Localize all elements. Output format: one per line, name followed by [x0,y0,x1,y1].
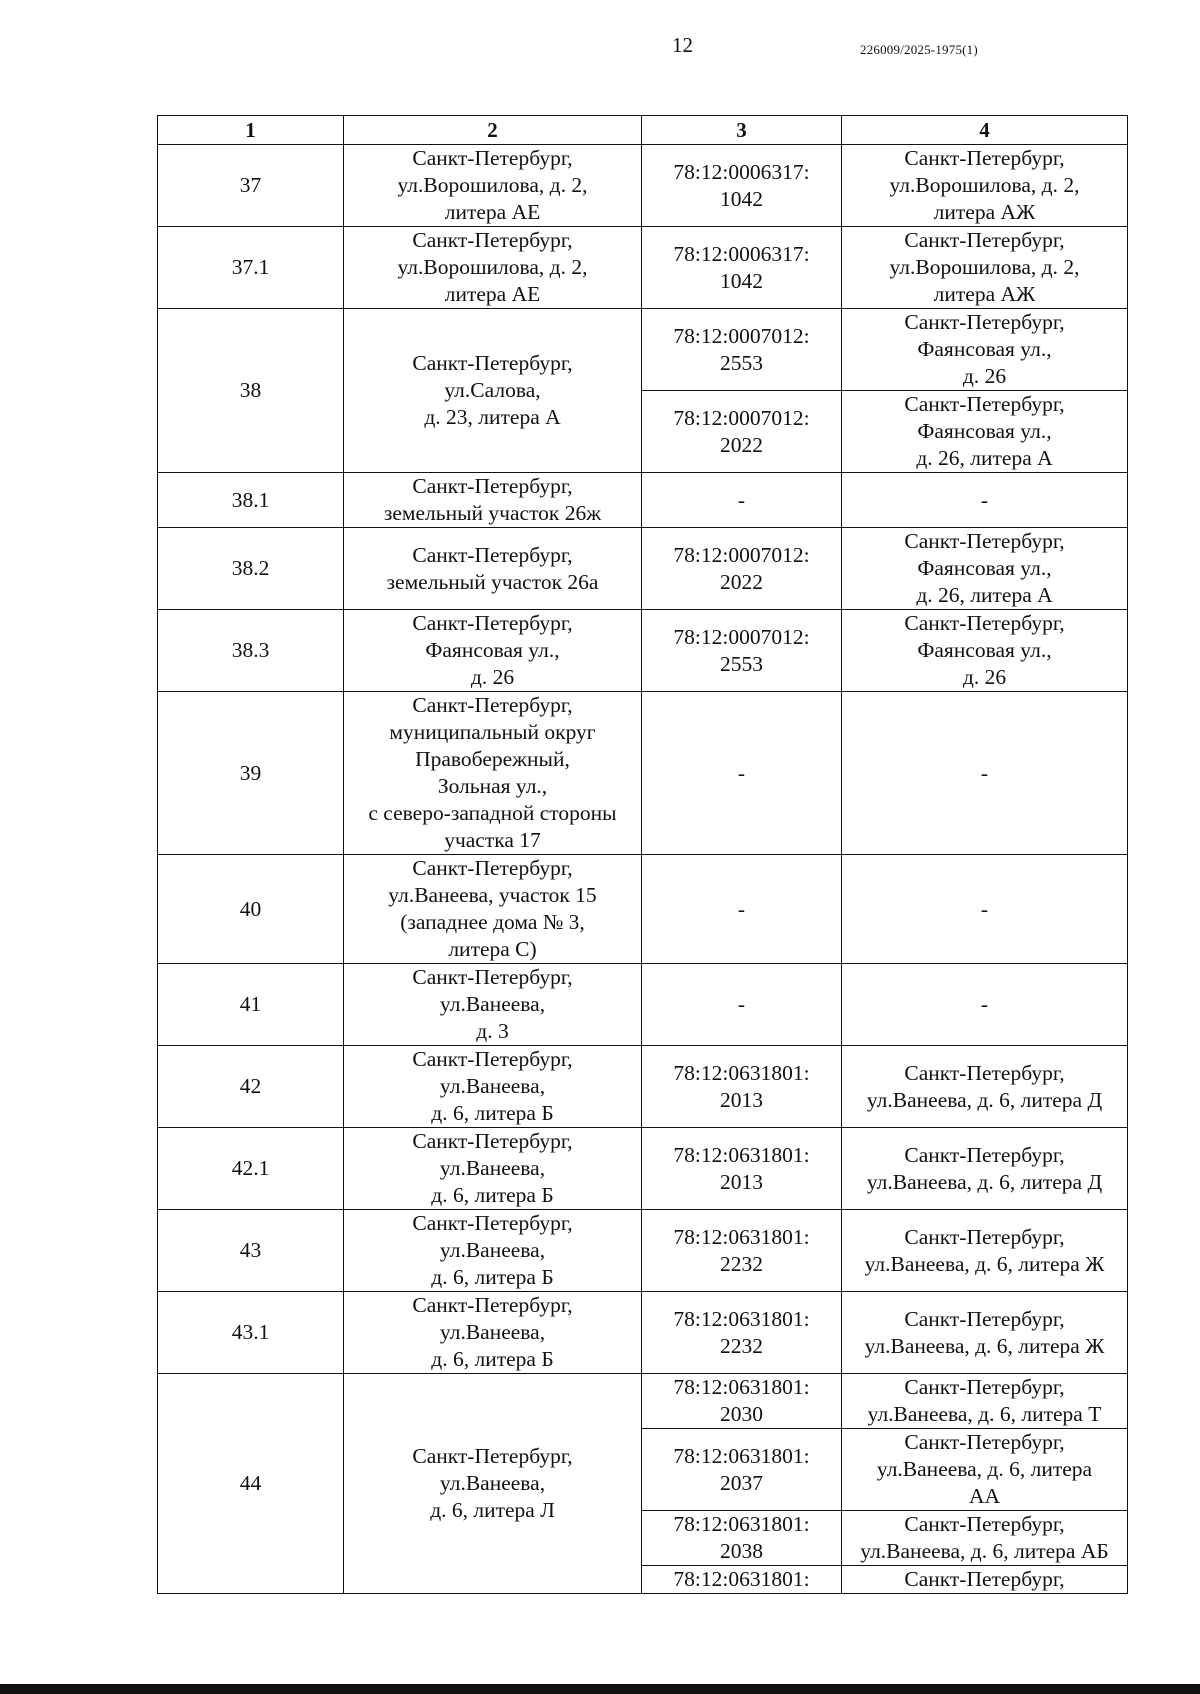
cadastral-number-cell [642,1128,842,1210]
cell-line: Санкт-Петербург, [412,693,573,717]
cell-line: ул.Ванеева, [439,1156,546,1180]
table-row [158,964,1128,1046]
row-number: 37 [158,145,344,227]
address-cell [344,227,642,309]
cell-line: участка 17 [444,828,541,852]
column-header: 4 [842,116,1128,145]
cadastral-number-cell [642,964,842,1046]
cadastral-number-cell [642,855,842,964]
row-number: 42.1 [158,1128,344,1210]
table-row [158,528,1128,610]
cell-line: 78:12:0631801: [673,1567,810,1591]
cell-line: литера АЕ [444,282,541,306]
cell-line: 2553 [720,651,763,676]
cell-line: 78:12:0007012: [673,624,810,649]
object-address-cell [842,1374,1128,1429]
table-row [158,1128,1128,1210]
cell-line: Фаянсовая ул., [917,419,1052,443]
cell-line: ул.Салова, [444,378,541,402]
address-cell [344,855,642,964]
row-number: 43 [158,1210,344,1292]
cadastral-number-cell [642,1210,842,1292]
cell-line: 2022 [720,569,763,594]
cadastral-number-cell [642,1511,842,1566]
cell-line: 2037 [720,1470,763,1495]
row-number: 39 [158,692,344,855]
cell-line: Санкт-Петербург, [904,1142,1065,1167]
cell-line: д. 23, литера А [424,405,561,429]
address-cell [344,964,642,1046]
cell-line: ул.Ванеева, д. 6, литера Т [867,1402,1102,1426]
object-address-cell [842,309,1128,391]
cell-line: Санкт-Петербург, [904,392,1065,416]
object-address-cell [842,227,1128,309]
column-header: 3 [642,116,842,145]
object-address-cell [842,692,1128,855]
cell-line: ул.Ванеева, [439,992,546,1016]
cell-line: - [737,487,746,512]
cadastral-number-cell [642,1429,842,1511]
table-row [158,855,1128,964]
cell-line: ул.Ванеева, д. 6, литера [876,1457,1093,1481]
registry-table [157,115,1128,1594]
page-number: 12 [672,33,693,57]
cell-line: - [737,896,746,921]
address-cell [344,309,642,473]
cell-line: 78:12:0631801: [673,1512,810,1536]
cell-line: - [737,760,746,785]
object-address-cell [842,964,1128,1046]
address-cell [344,1210,642,1292]
cell-line: Санкт-Петербург, [412,856,573,880]
cell-line: ул.Ванеева, д. 6, литера Ж [864,1333,1105,1358]
cell-line: 78:12:0007012: [673,405,810,430]
row-number: 38.1 [158,473,344,528]
cell-line: 78:12:0631801: [673,1224,810,1249]
cell-line: ул.Ванеева, д. 6, литера Д [866,1169,1103,1194]
cell-line: земельный участок 26а [386,569,599,594]
cadastral-number-cell [642,145,842,227]
cell-line: д. 6, литера Б [431,1347,554,1371]
cell-line: Санкт-Петербург, [412,1444,573,1468]
object-address-cell [842,145,1128,227]
cell-line: АА [968,1484,1001,1508]
cell-line: Санкт-Петербург, [904,146,1065,170]
address-cell [344,610,642,692]
cell-line: муниципальный округ [389,720,596,744]
cell-line: Санкт-Петербург, [904,529,1065,553]
table-row [158,309,1128,391]
object-address-cell [842,855,1128,964]
object-address-cell [842,1210,1128,1292]
cell-line: д. 26, литера А [916,583,1053,607]
cell-line: д. 3 [476,1019,509,1043]
object-address-cell [842,1566,1128,1594]
cell-line: ул.Ванеева, [439,1238,546,1262]
cell-line: Санкт-Петербург, [904,1224,1065,1249]
cadastral-number-cell [642,1292,842,1374]
cell-line: Санкт-Петербург, [412,1129,573,1153]
row-number: 37.1 [158,227,344,309]
cell-line: Правобережный, [415,747,570,771]
table-body [158,145,1128,1594]
table-row [158,1046,1128,1128]
row-number: 38 [158,309,344,473]
cell-line: 2013 [720,1169,763,1194]
cell-line: 78:12:0006317: [673,159,810,184]
cell-line: Санкт-Петербург, [904,1060,1065,1085]
table-header-row [158,116,1128,145]
cell-line: ул.Ванеева, д. 6, литера АБ [860,1539,1109,1563]
cell-line: Санкт-Петербург, [412,1047,573,1071]
cell-line: 2553 [720,350,763,375]
column-header: 2 [344,116,642,145]
table-row [158,473,1128,528]
column-header: 1 [158,116,344,145]
cell-line: ул.Ванеева, [439,1471,546,1495]
row-number: 43.1 [158,1292,344,1374]
cell-line: ул.Ванеева, [439,1320,546,1344]
object-address-cell [842,391,1128,473]
object-address-cell [842,1511,1128,1566]
object-address-cell [842,473,1128,528]
object-address-cell [842,1128,1128,1210]
cell-line: Санкт-Петербург, [412,542,573,567]
cell-line: земельный участок 26ж [383,501,602,525]
object-address-cell [842,1046,1128,1128]
cadastral-number-cell [642,309,842,391]
row-number: 38.3 [158,610,344,692]
cell-line: Фаянсовая ул., [917,337,1052,361]
cell-line: Санкт-Петербург, [904,1567,1065,1591]
cell-line: 2030 [720,1402,763,1426]
cell-line: Санкт-Петербург, [904,1430,1065,1454]
cell-line: Санкт-Петербург, [904,1306,1065,1331]
cell-line: Санкт-Петербург, [412,1293,573,1317]
cell-line: Санкт-Петербург, [412,474,573,498]
cell-line: 78:12:0007012: [673,542,810,567]
address-cell [344,1128,642,1210]
row-number: 38.2 [158,528,344,610]
cell-line: литера С) [448,937,537,961]
cell-line: д. 26, литера А [916,446,1053,470]
cell-line: Санкт-Петербург, [904,1512,1065,1536]
scan-edge [0,1684,1200,1694]
table-row [158,1292,1128,1374]
cadastral-number-cell [642,227,842,309]
cadastral-number-cell [642,1566,842,1594]
cell-line: ул.Ворошилова, д. 2, [397,173,588,197]
object-address-cell [842,1429,1128,1511]
cadastral-number-cell [642,528,842,610]
cell-line: 1042 [720,186,763,211]
document-id: 226009/2025-1975(1) [860,42,978,57]
cell-line: 78:12:0631801: [673,1306,810,1331]
table-row [158,1374,1128,1429]
cell-line: Санкт-Петербург, [412,611,573,635]
cell-line: 1042 [720,268,763,293]
address-cell [344,1292,642,1374]
cell-line: 2038 [720,1539,763,1563]
cell-line: д. 26 [470,665,515,689]
object-address-cell [842,610,1128,692]
cell-line: ул.Ванеева, д. 6, литера Д [866,1087,1103,1112]
table-row [158,227,1128,309]
cell-line: Санкт-Петербург, [412,1211,573,1235]
cell-line: (западнее дома № 3, [400,910,585,934]
address-cell [344,145,642,227]
cadastral-number-cell [642,1374,842,1429]
address-cell [344,1046,642,1128]
cell-line: с северо-западной стороны [368,801,617,825]
address-cell [344,692,642,855]
cell-line: ул.Ворошилова, д. 2, [889,173,1080,197]
table-row [158,1210,1128,1292]
cell-line: д. 26 [962,665,1007,689]
cell-line: 2232 [720,1333,763,1358]
cell-line: литера АЕ [444,200,541,224]
cell-line: д. 6, литера Б [431,1183,554,1207]
object-address-cell [842,528,1128,610]
row-number: 44 [158,1374,344,1594]
cell-line: 78:12:0007012: [673,323,810,348]
cell-line: 78:12:0631801: [673,1375,810,1399]
cell-line: Санкт-Петербург, [412,146,573,170]
cell-line: Фаянсовая ул., [917,638,1052,662]
table-row [158,145,1128,227]
cadastral-number-cell [642,1046,842,1128]
address-cell [344,528,642,610]
cell-line: 2013 [720,1087,763,1112]
cell-line: Санкт-Петербург, [904,611,1065,635]
cell-line: - [980,992,989,1016]
table-row [158,610,1128,692]
cell-line: Санкт-Петербург, [412,228,573,252]
cell-line: Санкт-Петербург, [904,310,1065,334]
cell-line: Зольная ул., [437,774,548,798]
cell-line: 2022 [720,432,763,457]
cell-line: 78:12:0631801: [673,1060,810,1085]
cell-line: Фаянсовая ул., [917,556,1052,580]
cell-line: д. 26 [962,364,1007,388]
cell-line: Санкт-Петербург, [412,351,573,375]
cell-line: - [737,992,746,1016]
cell-line: ул.Ворошилова, д. 2, [397,255,588,279]
cell-line: ул.Ворошилова, д. 2, [889,255,1080,279]
cell-line: Санкт-Петербург, [904,228,1065,252]
cell-line: 2232 [720,1251,763,1276]
cell-line: 78:12:0631801: [673,1142,810,1167]
row-number: 40 [158,855,344,964]
cell-line: ул.Ванеева, участок 15 [388,883,597,907]
cell-line: д. 6, литера Б [431,1265,554,1289]
cell-line: д. 6, литера Л [430,1498,555,1522]
row-number: 42 [158,1046,344,1128]
object-address-cell [842,1292,1128,1374]
cell-line: - [980,760,989,785]
cell-line: Санкт-Петербург, [412,965,573,989]
cell-line: литера АЖ [933,282,1036,306]
cell-line: Санкт-Петербург, [904,1375,1065,1399]
cadastral-number-cell [642,692,842,855]
cell-line: - [980,487,989,512]
cell-line: литера АЖ [933,200,1036,224]
cell-line: ул.Ванеева, д. 6, литера Ж [864,1251,1105,1276]
cell-line: д. 6, литера Б [431,1101,554,1125]
cell-line: ул.Ванеева, [439,1074,546,1098]
address-cell [344,1374,642,1594]
row-number: 41 [158,964,344,1046]
cell-line: 78:12:0631801: [673,1443,810,1468]
cadastral-number-cell [642,473,842,528]
address-cell [344,473,642,528]
cell-line: 78:12:0006317: [673,241,810,266]
cadastral-number-cell [642,610,842,692]
cadastral-number-cell [642,391,842,473]
table-row [158,692,1128,855]
cell-line: - [980,896,989,921]
cell-line: Фаянсовая ул., [425,638,560,662]
